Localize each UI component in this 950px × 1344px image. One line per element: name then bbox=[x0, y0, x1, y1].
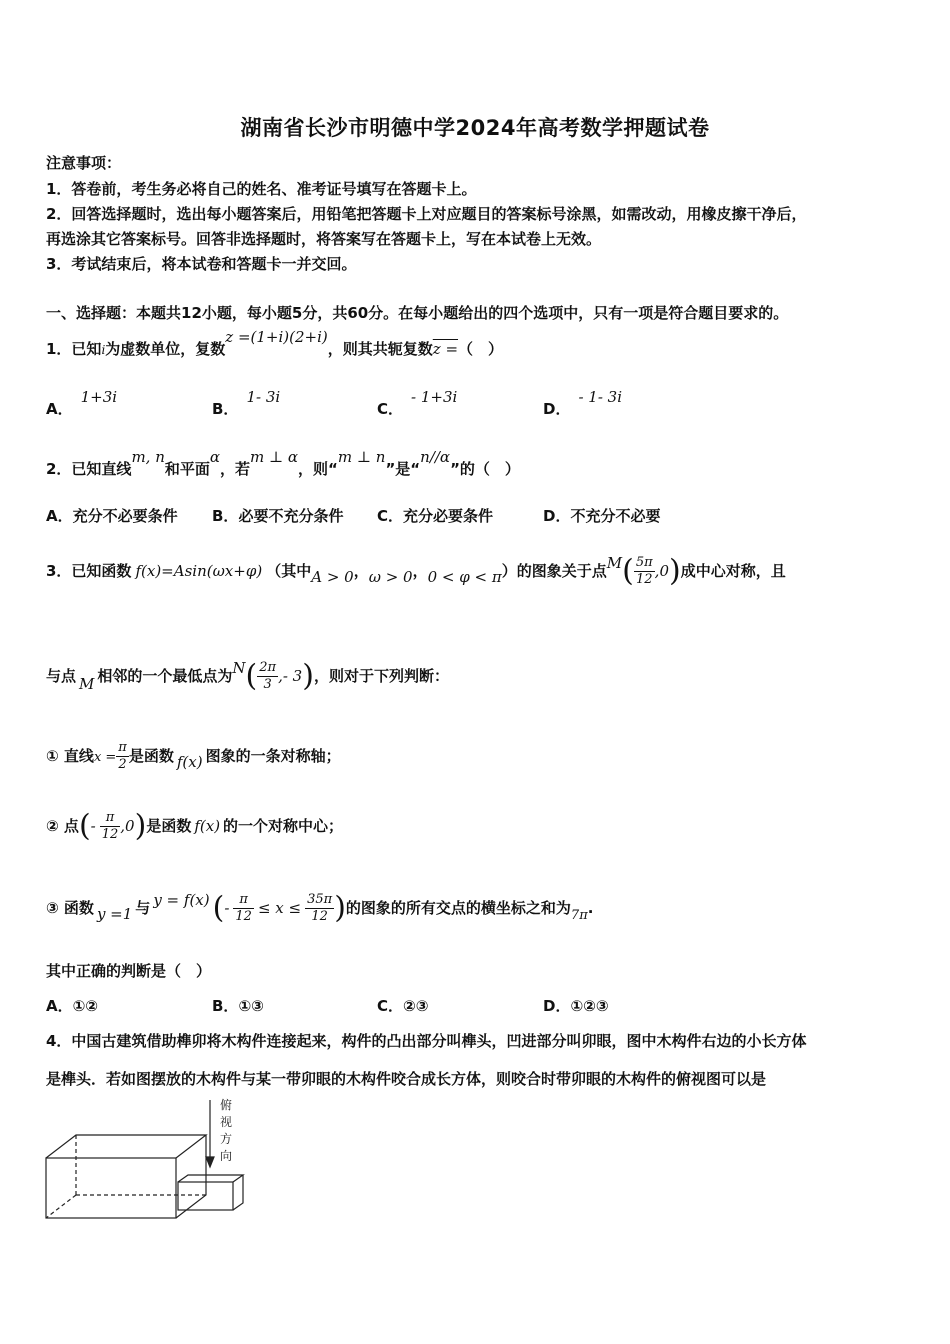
q1-text: （ ） bbox=[458, 340, 504, 358]
q3-s1-fraction: $\frac{\pi}{2}$ bbox=[118, 740, 127, 772]
q3-text: 成中心对称，且 bbox=[680, 562, 786, 580]
q1-i: i bbox=[101, 343, 106, 357]
option-value: ①③ bbox=[238, 997, 264, 1015]
option-value: 充分必要条件 bbox=[403, 507, 494, 525]
notice-item-2a: 2．回答选择题时，选出每小题答案后，用铅笔把答题卡上对应题目的答案标号涂黑，如需改动，用橡皮擦干净后， bbox=[46, 205, 807, 223]
section-heading: 一、选择题：本题共12小题，每小题5分，共60分。在每小题给出的四个选项中，只有一项是符合题目要求的。 bbox=[46, 304, 789, 322]
q3-n-fraction: $\frac{2\pi}{3}$ bbox=[259, 660, 277, 692]
q2-condition: m ⊥ α bbox=[250, 448, 299, 466]
q3-point-m: M bbox=[79, 675, 95, 693]
q1-option-d[interactable] bbox=[543, 386, 623, 418]
option-label: B． bbox=[212, 400, 239, 418]
q2-statement-1: m ⊥ n bbox=[337, 448, 386, 466]
q2-text: ”的（ ） bbox=[450, 460, 520, 478]
question-3: 3．已知函数 f(x)=Asin(ωx+φ) （其中A > 0，ω > 0，0 < φ < π）的图象关于点M( $\frac{5\pi}{12}$ ,0)成中心对称，且 bbox=[46, 553, 786, 589]
box-right-face bbox=[176, 1135, 206, 1218]
q3-option-a[interactable] bbox=[46, 995, 98, 1016]
q1-option-b[interactable] bbox=[212, 386, 281, 418]
q3-condition-phi: 0 < φ < π bbox=[427, 568, 502, 586]
q2-statement-2: n//α bbox=[420, 448, 451, 466]
hidden-edges bbox=[46, 1135, 206, 1218]
figure-label-char: 向 bbox=[220, 1149, 233, 1163]
q3-text: 相邻的一个最低点为 bbox=[97, 667, 233, 685]
wood-component-figure bbox=[40, 1095, 300, 1230]
q3-s1-f: f(x) bbox=[176, 753, 203, 771]
q3-s3-fraction-1: $\frac{\pi}{12}$ bbox=[235, 892, 252, 924]
q3-m-fraction: $\frac{5\pi}{12}$ bbox=[635, 555, 653, 587]
q3-s3-neg: - bbox=[224, 899, 230, 917]
q1-formula: z =(1+i)(2+i) bbox=[225, 328, 328, 346]
q3-text: 是函数 bbox=[146, 817, 192, 835]
question-2 bbox=[46, 448, 520, 479]
q3-text: 3．已知函数 bbox=[46, 562, 132, 580]
box-front-face bbox=[46, 1158, 176, 1218]
q3-text: ① 直线 bbox=[46, 747, 94, 765]
q3-s1-x: x = bbox=[93, 750, 117, 765]
q1-text: ，则其共轭复数 bbox=[327, 340, 433, 358]
option-label: B． bbox=[212, 997, 239, 1015]
q3-option-d[interactable] bbox=[543, 995, 609, 1016]
q3-n-tail: ,- 3 bbox=[278, 667, 303, 685]
box-top-face bbox=[46, 1135, 206, 1158]
q1-text: 为虚数单位，复数 bbox=[105, 340, 226, 358]
q3-text: 图象的一条对称轴； bbox=[205, 747, 341, 765]
option-value: 1- 3i bbox=[246, 388, 281, 406]
question-4-line-1: 4．中国古建筑借助榫卯将木构件连接起来，构件的凸出部分叫榫头，凹进部分叫卯眼，图中木构件右边的小长方体 bbox=[46, 1032, 807, 1050]
option-label: C． bbox=[377, 997, 404, 1015]
q3-text: ）的图象关于点 bbox=[501, 562, 607, 580]
notice-item-1: 1．答卷前，考生务必将自己的姓名、准考证号填写在答题卡上。 bbox=[46, 180, 477, 198]
option-value: ①② bbox=[72, 997, 99, 1015]
q3-text: 的一个对称中心； bbox=[223, 817, 344, 835]
q2-text: 2．已知直线 bbox=[46, 460, 132, 478]
question-4-line-2: 是榫头．若如图摆放的木构件与某一带卯眼的木构件咬合成长方体，则咬合时带卯眼的木构件的俯视图可以是 bbox=[46, 1070, 767, 1088]
q3-ask: 其中正确的判断是（ ） bbox=[46, 962, 212, 980]
notice-item-2b: 再选涂其它答案标号。回答非选择题时，将答案写在答题卡上，写在本试卷上无效。 bbox=[46, 230, 602, 248]
q3-option-b[interactable] bbox=[212, 995, 264, 1016]
q2-text: ，则“ bbox=[298, 460, 338, 478]
q1-conjugate: z = bbox=[432, 340, 459, 358]
q3-point-m: M bbox=[606, 554, 623, 572]
option-value: - 1- 3i bbox=[578, 388, 623, 406]
question-1 bbox=[46, 328, 504, 359]
tenon-top-face bbox=[178, 1175, 243, 1182]
option-label: B． bbox=[212, 507, 239, 525]
q1-text: 1．已知 bbox=[46, 340, 102, 358]
q3-function: f(x)=Asin(ωx+φ) bbox=[135, 562, 263, 580]
option-value: 必要不充分条件 bbox=[238, 507, 344, 525]
q1-option-c[interactable] bbox=[377, 386, 458, 418]
q3-s3-fraction-2: $\frac{35\pi}{12}$ bbox=[307, 892, 333, 924]
page-title: 湖南省长沙市明德中学2024年高考数学押题试卷 bbox=[240, 116, 710, 140]
option-value: ②③ bbox=[403, 997, 429, 1015]
question-3-continued: 与点 M 相邻的一个最低点为N( $\frac{2\pi}{3}$ ,- 3)，则对于下列判断： bbox=[46, 658, 449, 694]
q3-s3-f: y = f(x) bbox=[153, 891, 210, 909]
option-value: 充分不必要条件 bbox=[72, 507, 178, 525]
notice-item-3: 3．考试结束后，将本试卷和答题卡一并交回。 bbox=[46, 255, 357, 273]
q3-text: 与 bbox=[135, 899, 151, 917]
option-label: D． bbox=[543, 997, 571, 1015]
q1-option-a[interactable] bbox=[46, 386, 118, 418]
q2-option-b[interactable] bbox=[212, 505, 343, 526]
q2-plane: α bbox=[209, 448, 221, 466]
q3-text: ，则对于下列判断： bbox=[313, 667, 449, 685]
option-label: A． bbox=[46, 400, 73, 418]
q3-s2-tail: ,0 bbox=[120, 817, 135, 835]
view-arrow-head bbox=[206, 1157, 214, 1167]
q3-s2-fraction: $\frac{\pi}{12}$ bbox=[101, 810, 119, 842]
q3-m-tail: ,0 bbox=[654, 562, 669, 580]
q3-text: 的图象的所有交点的横坐标之和为 bbox=[345, 899, 571, 917]
option-value: 1+3i bbox=[80, 388, 118, 406]
q3-text: （其中 bbox=[266, 562, 312, 580]
q3-text: 与点 bbox=[46, 667, 77, 685]
q2-text: ”是“ bbox=[385, 460, 421, 478]
q3-condition-omega: ω > 0 bbox=[368, 568, 413, 586]
figure-label-char: 视 bbox=[220, 1115, 233, 1129]
q3-text: ③ 函数 bbox=[46, 899, 94, 917]
q2-option-a[interactable] bbox=[46, 505, 178, 526]
q3-statement-3: ③ 函数 y =1 与 y = f(x) (- $\frac{\pi}{12}$ ≤ x ≤ $\frac{35\pi}{12}$ )的图象的所有交点的横坐标之和为7π. bbox=[46, 890, 594, 926]
option-label: C． bbox=[377, 507, 404, 525]
q2-option-d[interactable] bbox=[543, 505, 660, 526]
q3-text: . bbox=[587, 899, 594, 917]
option-label: C． bbox=[377, 400, 404, 418]
figure-label-char: 方 bbox=[220, 1132, 233, 1146]
option-label: A． bbox=[46, 997, 73, 1015]
q3-point-n: N bbox=[232, 659, 246, 677]
q3-statement-2: ② 点(- $\frac{\pi}{12}$ ,0)是函数 f(x) 的一个对称中心； bbox=[46, 808, 344, 844]
option-value: ①②③ bbox=[570, 997, 609, 1015]
q3-s2-neg: - bbox=[90, 817, 96, 835]
q3-s2-f: f(x) bbox=[194, 817, 221, 835]
q3-option-c[interactable] bbox=[377, 995, 428, 1016]
option-value: - 1+3i bbox=[411, 388, 458, 406]
q2-lines: m, n bbox=[131, 448, 165, 466]
option-label: D． bbox=[543, 507, 571, 525]
notice-heading: 注意事项： bbox=[46, 154, 122, 172]
q3-text: 是函数 bbox=[128, 747, 174, 765]
option-label: A． bbox=[46, 507, 73, 525]
q2-option-c[interactable] bbox=[377, 505, 493, 526]
q2-text: ，若 bbox=[220, 460, 251, 478]
q3-condition-a: A > 0 bbox=[311, 568, 354, 586]
option-label: D． bbox=[543, 400, 571, 418]
option-value: 不充分不必要 bbox=[570, 507, 661, 525]
q3-s3-y: y =1 bbox=[96, 905, 133, 923]
q3-s3-value: 7π bbox=[570, 908, 588, 923]
q3-text: ② 点 bbox=[46, 817, 79, 835]
q3-s3-range: ≤ x ≤ bbox=[257, 899, 302, 917]
figure-label-char: 俯 bbox=[220, 1098, 233, 1112]
q3-statement-1 bbox=[46, 730, 341, 784]
q2-text: 和平面 bbox=[164, 460, 210, 478]
